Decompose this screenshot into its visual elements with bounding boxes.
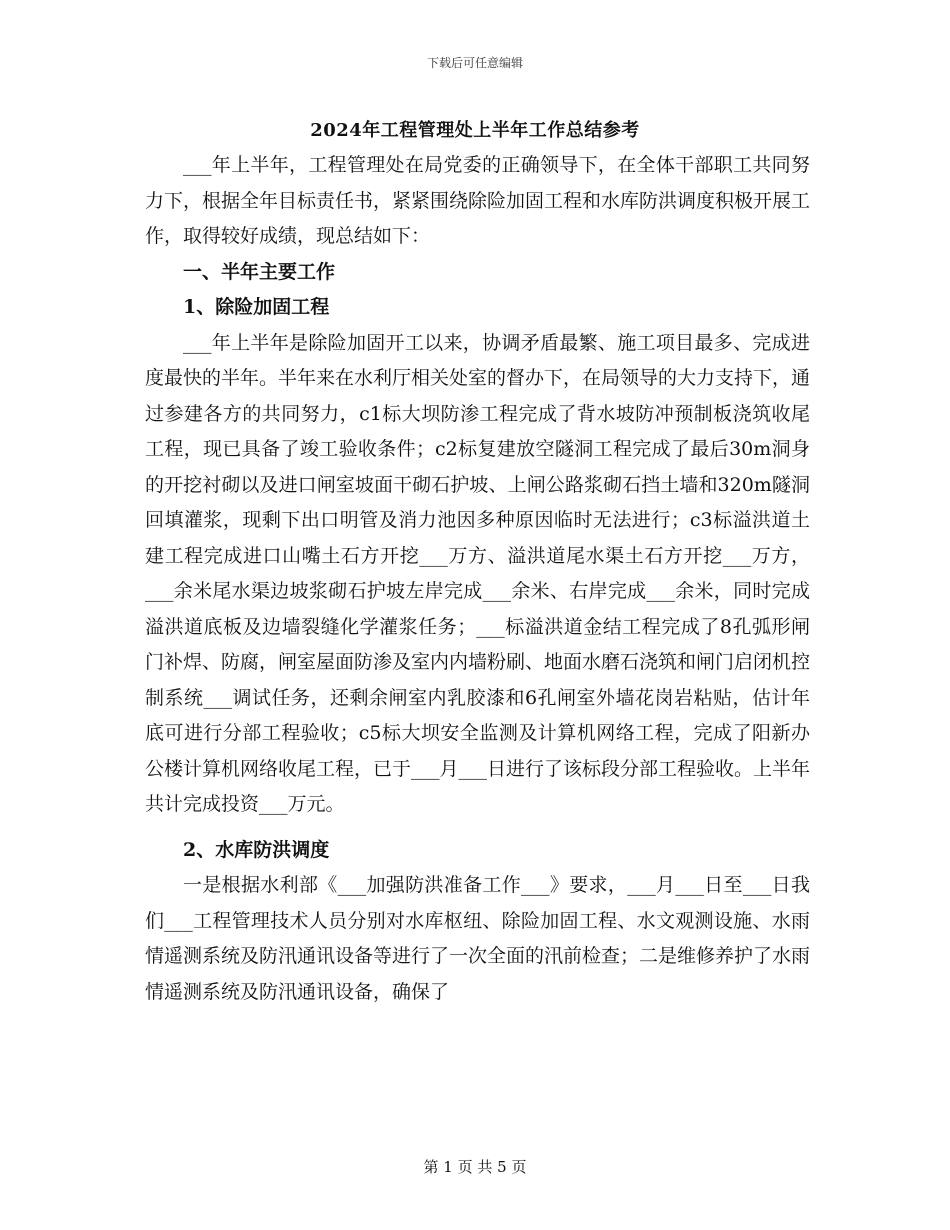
document-title: 2024年工程管理处上半年工作总结参考 (310, 120, 640, 141)
document-body (145, 148, 810, 1010)
subsection-heading-2: 2、水库防洪调度 (183, 838, 330, 861)
paragraph-spacer (145, 823, 810, 833)
page-footer: 第 1 页 共 5 页 (423, 1158, 527, 1176)
page-header-note: 下载后可任意编辑 (426, 56, 523, 70)
intro-paragraph: ___年上半年，工程管理处在局党委的正确领导下，在全体干部职工共同努力下，根据全年目标责任书，紧紧围绕除险加固工程和水库防洪调度积极开展工作，取得较好成绩，现总结如下： (145, 154, 811, 247)
subsection-2-paragraph: 一是根据水利部《___加强防洪准备工作___》要求，___月___日至___日我们___工程管理技术人员分别对水库枢纽、除险加固工程、水文观测设施、水雨情遥测系统及防汛通讯设备等进行了一次全面的汛前检查；二是维修养护了水雨情遥测系统及防汛通讯设备，确保了 (145, 874, 811, 1003)
section-heading-1: 一、半年主要工作 (183, 260, 336, 283)
subsection-heading-1: 1、除险加固工程 (183, 296, 330, 318)
subsection-1-paragraph: ___年上半年是除险加固开工以来，协调矛盾最繁、施工项目最多、完成进度最快的半年。半年来在水利厅相关处室的督办下，在局领导的大力支持下，通过参建各方的共同努力，c1标大坝防渗工程完成了背水坡防冲预制板浇筑收尾工程，现已具备了竣工验收条件；c2标复建放空隧洞工程完成了最后30m洞身的开挖衬砌以及进口闸室坡面干砌石护坡、上闸公路浆砌石挡土墙和320m隧洞回填灌浆，现剩下出口明管及消力池因多种原因临时无法进行；c3标溢洪道土建工程完成进口山嘴土石方开挖___万方、溢洪道尾水渠土石方开挖___万方，___余米尾水渠边坡浆砌石护坡左岸完成___余米、右岸完成___余米，同时完成溢洪道底板及边墙裂缝化学灌浆任务；___标溢洪道金结工程完成了8孔弧形闸门补焊、防腐，闸室屋面防渗及室内内墙粉刷、地面水磨石浇筑和闸门启闭机控制系统___调试任务，还剩余闸室内乳胶漆和6孔闸室外墙花岗岩粘贴，估计年底可进行分部工程验收；c5标大坝安全监测及计算机网络工程，完成了阳新办公楼计算机网络收尾工程，已于___月___日进行了该标段分部工程验收。上半年共计完成投资___万元。 (145, 331, 811, 815)
